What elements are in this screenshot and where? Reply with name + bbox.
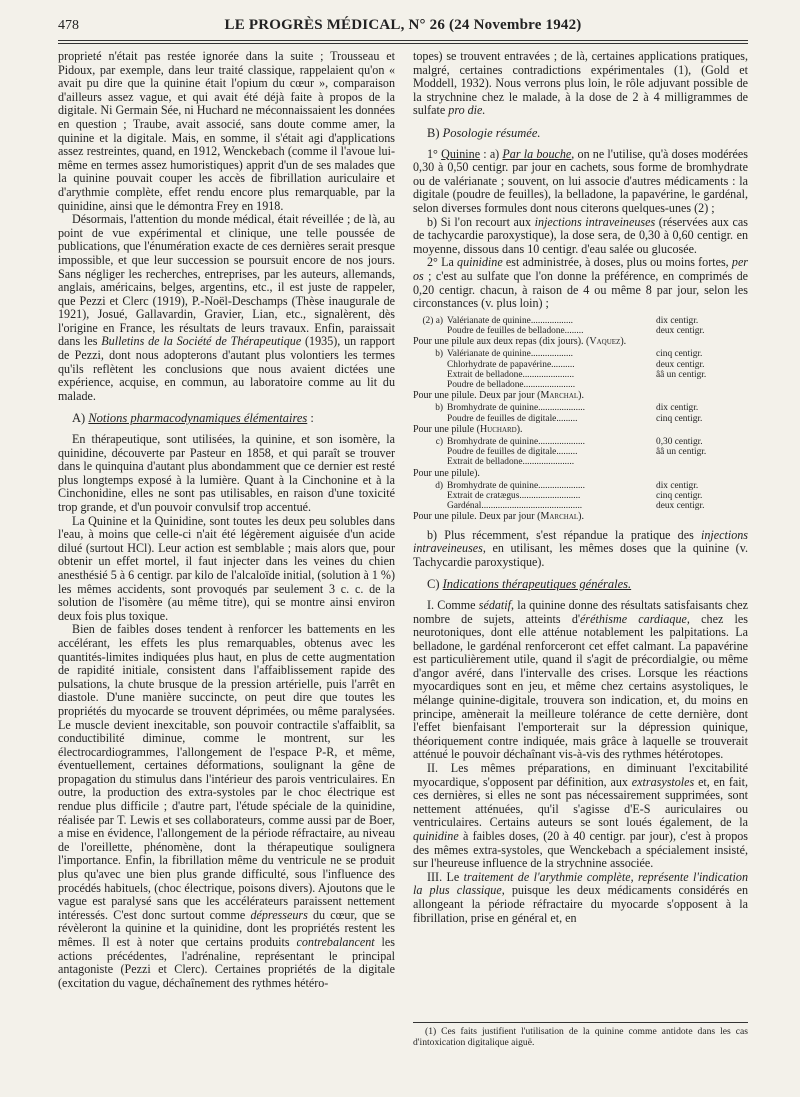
formula-line: c) Bromhydrate de quinine.................... 0,30 centigr. <box>435 436 703 447</box>
paragraph: b) Plus récemment, s'est répandue la pratique des injections intraveineuses, en utilisant, les mêmes doses que la quinine (v. Tachycardie paroxystique). <box>413 527 748 569</box>
formula-direction: Pour une pilule. Deux par jour (Marchal). <box>413 511 584 523</box>
paragraph: Bien de faibles doses tendent à renforcer les battements en les accélérant, les effets les plus remarquables, obtenus avec les quantités-limites indiquées plus haut, en plus de cette augmentation de rapidité initiale, consistent dans l'affaiblissement rapide des pulsations, la chute brusque de la pression artérielle, puis l'arrêt en diastole. D'une manière succincte, on peut dire que toutes les propriétés du myocarde se trouvent déprimées, ou même paralysées. Le muscle devient inexcitable, son pouvoir contractile s'affaiblit, sa conductibilité diminue, comme le montrent, sur les électrocardiogrammes, l'allongement de l'espace P-R, et même, éventuellement, certaines déformations, soulignant la gêne de propagation du stimulus dans l'intérieur des parois ventriculaires. En outre, la production des extra-systoles par le choc électrique est rendue plus difficile ; d'autre part, l'étude spéciale de la quinidine, réalisée par T. Lewis et ses collaborateurs, comme aussi par de Boer, a mise en évidence, l'allongement de la période réfractaire, au niveau de l'oreillette, phénomène, dont la thérapeutique soulignera l'importance. Enfin, la fibrillation même du ventricule ne se produit plus qu'avec une bien plus grande difficulté, sous l'influence des procédés habituels, (choc électrique, poisons divers). Ajoutons que le vague est paralysé sans que les accélérateurs paraissent nettement intéressés. C'est donc surtout comme dépresseurs du cœur, que se révèleront la quinine et la quinidine, dont les propriétés restent les mêmes. Il est à noter que certains produits contrebalancent les actions précédentes, l'adrénaline, représentant le principal antagoniste (Pezzi et Clerc). Certaines propriétés de la digitale (excitation du vague, déchaînement des rythmes hétéro- <box>58 622 395 990</box>
formula-direction: Pour une pilule aux deux repas (dix jours). (Vaquez). <box>413 336 627 348</box>
right-column <box>413 50 748 925</box>
paragraph: I. Comme sédatif, la quinine donne des résultats satisfaisants chez nombre de sujets, atteints d'éréthisme cardiaque, chez les neurotoniques, dont elle atténue notablement les palpitations. La belladone, le gardénal renforceront cet effet calmant. La papavérine est particulièrement utile, quand il s'agit de précordialgie, ou même d'angor avéré, dans l'intervalle des crises. Lorsque les réactions myocardiques sont en jeu, et même chez certains asystoliques, le mélange quinine-digitale, trouvera son indication, et, du moins en principe, amènerait la meilleure tolérance de cette dernière, dont l'effet bienfaisant l'emporterait sur la dépression quinique, théoriquement contre indiquée, mais grâce à laquelle se trouverait atténué le pouvoir déchaînant vis-à-vis des rythmes hétérotopes. <box>413 597 748 762</box>
formula-line: Poudre de feuilles de belladone........ deux centigr. <box>447 325 705 336</box>
paragraph: En thérapeutique, sont utilisées, la quinine, et son isomère, la quinidine, découverte par Pasteur en 1858, et qui paraît se trouver dans le quinquina d'autant plus abondamment que ce dernier est resté plus longtemps exposé à la lumière. Quant à la Cinchonine et à la Cinchonidine, elles ne sont pas utilisables, en raison d'une toxicité trop grande, et d'un pouvoir convulsif trop accentué. <box>58 432 395 514</box>
formula-direction: Pour une pilule (Huchard). <box>413 423 523 435</box>
formula-line: Poudre de belladone...................... <box>447 379 576 390</box>
formula-line: Extrait de belladone...................... ââ un centigr. <box>447 369 707 380</box>
formula-line: d) Bromhydrate de quinine.................... dix centigr. <box>435 480 699 491</box>
formula-line: Poudre de feuilles de digitale......... cinq centigr. <box>447 413 703 424</box>
page-header <box>58 16 748 36</box>
section-heading-a: A) Notions pharmacodynamiques élémentaires : <box>72 411 314 426</box>
paragraph: 2° La quinidine est administrée, à doses, plus ou moins fortes, per os ; c'est au sulfate que l'on donne la préférence, en comprimés de 0,20 centigr. chacun, à raison de 4 ou même 8 par jour, selon les circonstances (v. plus loin) ; <box>413 255 749 311</box>
formula-line: Poudre de feuilles de digitale......... ââ un centigr. <box>447 447 707 458</box>
footnote-rule <box>413 1022 748 1023</box>
formula-line: b) Valérianate de quinine.................. cinq centigr. <box>435 349 703 360</box>
formula-direction: Pour une pilule). <box>413 467 480 479</box>
page-number: 478 <box>58 18 79 33</box>
paragraph: proprieté n'était pas restée ignorée dans la suite ; Trousseau et Pidoux, par exemple, dans leur traité classique, rappelaient qu'on « avait pu dire que la quinine était l'opium du cœur », comparaison d'ailleurs assez vague, et qui avait été déjà faite à propos de la digitale. Ni Germain Sée, ni Huchard ne méconnaissaient les données en question ; Traube, avait associé, sans doute comme amer, la quinine et la digitale. Mais, en somme, il s'était agi d'applications assez restreintes, quand, en 1912, Wenckebach (comme il l'avoue lui-même en termes assez humoristiques) apprit d'un de ses malades que la quinine pouvait couper les accès de fibrillation auriculaire et d'arythmie complète, effet rendu encore plus remarquable, par la quinidine, ainsi que le démontra Frey en 1918. <box>58 49 395 213</box>
formula-line: (2) a) Valérianate de quinine.................. dix centigr. <box>422 315 699 326</box>
section-heading-c: C) Indications thérapeutiques générales. <box>427 577 632 592</box>
paragraph: II. Les mêmes préparations, en diminuant l'excitabilité myocardique, s'opposent par définition, aux extrasystoles et, en fait, ces dernières, si elles ne sont pas nécessairement supprimées, sont nettement atténuées, qu'il s'agisse d'E-S auriculaires ou ventriculaires. Certains auteurs se sont loués également, de la quinidine à faibles doses, (20 à 40 centigr. par jour), c'est à propos des mêmes extra-systoles, que Wenckebach a spécialement insisté, sur l'heureuse influence de la strychnine associée. <box>413 761 749 871</box>
section-heading-b: B) Posologie résumée. <box>427 125 541 140</box>
formula-direction: Pour une pilule. Deux par jour (Marchal). <box>413 390 584 402</box>
formula-line: Gardénal........................................... deux centigr. <box>447 501 705 512</box>
formula-line: b) Bromhydrate de quinine.................... dix centigr. <box>435 403 699 414</box>
header-rule-thin <box>58 43 748 44</box>
paragraph: 1° Quinine : a) Par la bouche, on ne l'utilise, qu'à doses modérées 0,30 à 0,50 centigr. par jour en cachets, sous forme de bromhydrate ou de valérianate ; souvent, on lui associe d'autres médicaments : la digitale (poudre de feuilles), la belladone, la papavérine, le gardénal, selon diverses formules dont nous citerons quelques-unes (2) ; <box>413 146 748 215</box>
formula-line: Chlorhydrate de papavérine.......... deux centigr. <box>447 359 705 370</box>
header-rule <box>58 40 748 41</box>
left-column <box>58 50 395 990</box>
formula-line: Extrait de cratægus.......................... cinq centigr. <box>447 490 703 501</box>
formula-line: Extrait de belladone...................... <box>447 457 575 468</box>
paragraph: b) Si l'on recourt aux injections intraveineuses (réservées aux cas de tachycardie paroxystique), la dose sera, de 0,30 à 0,60 centigr. en moyenne, dissous dans 10 centigr. d'eau salée ou glucosée. <box>413 214 748 256</box>
paragraph: Désormais, l'attention du monde médical, était réveillée ; de là, au point de vue expérimental et clinique, une telle poussée de publications, que l'énumération exacte de ces dernières serait presque impossible, et que leur succession se poursuit encore de nos jours. Sans négliger les recherches, entreprises, par les auteurs, allemands, anglais, américains, belges, argentins, etc., il est juste de rappeler, que Pezzi et Clerc (1919), P.-Noël-Deschamps (Thèse inaugurale de 1921), Josué, Gallavardin, Gravier, Lian, etc., signalèrent, dès l'origine en France, les résultats de leurs travaux. Enfin, paraissait dans les Bulletins de la Société de Thérapeutique (1935), un rapport de Pezzi, dont nous adopterons d'autant plus volontiers les termes qu'ils reflètent les conclusions que nous avaient dictées une expérience, acquise, en commun, au laboratoire comme au lit du malade. <box>58 212 395 403</box>
paragraph: III. Le traitement de l'arythmie complète, représente l'indication la plus classique, puisque les deux médicaments considérés en allongeant la période réfractaire du myocarde s'opposent à la fibrillation, prise en général et, en <box>413 869 748 925</box>
paragraph: La Quinine et la Quinidine, sont toutes les deux peu solubles dans l'eau, à moins que celle-ci n'ait été légèrement aiguisée d'un acide dilué (surtout HCl). Leur action est semblable ; mais alors que, pour obtenir un effet mortel, il faut injecter dans les veines du chien anesthésié 5 à 6 centigr. par kilo de l'alcaloïde initial, (solution à 1 %) les mêmes accidents, sont provoqués par seulement 3 c. c. de la solution de l'isomère (au même titre), qui se montre ainsi environ deux fois plus toxique. <box>58 513 396 623</box>
footnote: (1) Ces faits justifient l'utilisation de la quinine comme antidote dans les cas d'intoxication digitalique aiguë. <box>413 1026 748 1048</box>
running-title: LE PROGRÈS MÉDICAL, N° 26 (24 Novembre 1942) <box>224 17 582 33</box>
prescription-formulas <box>413 316 748 523</box>
paragraph: topes) se trouvent entravées ; de là, certaines applications pratiques, malgré, certaines contradictions expérimentales (1), (Gold et Moddell, 1932). Nous verrons plus loin, le rôle adjuvant possible de la strychnine chez le malade, à la dose de 2 à 4 milligrammes de sulfate pro die. <box>413 49 748 118</box>
